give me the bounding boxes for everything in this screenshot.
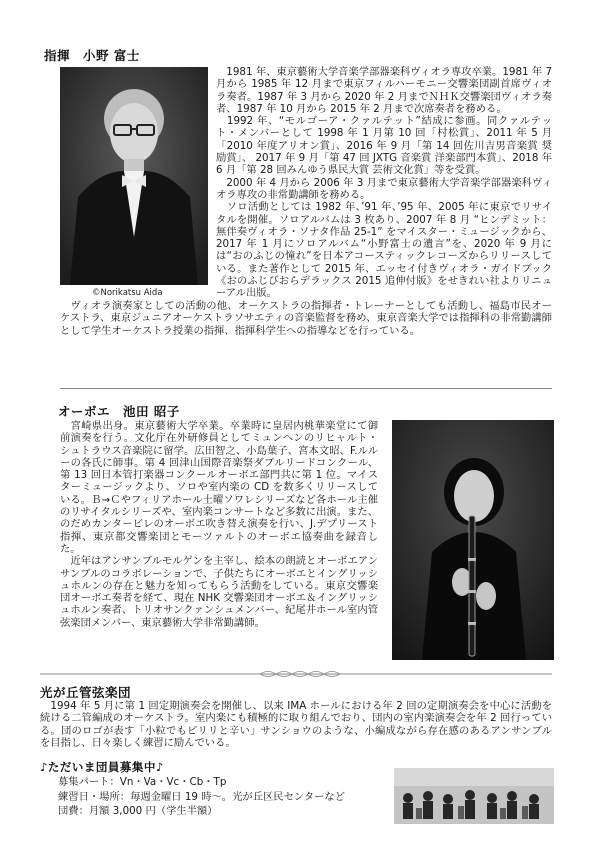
orchestra-paragraph: 1994 年 5 月に第 1 回定期演奏会を開催し、以来 IMA ホールにおける年 2 回の定期演奏会を中心に活動を続ける二管編成のオーケストラ。室内楽にも積極的に取り組んでおり、団内の室内楽演奏会を年 2 回行っている。団のロゴが表す「小粒でもピリリと辛い」サンショウのような、小編成ながら存在感のあるアンサンブルを目指し、日々楽しく練習に励んでいる。 xyxy=(40,700,552,749)
recruit-heading: ♪ただいま団員募集中♪ xyxy=(40,760,164,774)
ornamental-divider xyxy=(40,664,552,674)
section-divider xyxy=(60,388,552,389)
ornament-icon xyxy=(40,669,552,679)
conductor-heading: 指揮 小野 富士 xyxy=(44,48,140,63)
oboist-heading: オーボエ 池田 昭子 xyxy=(58,404,180,419)
recruit-parts: 募集パート：Vn・Va・Vc・Cb・Tp xyxy=(58,776,227,788)
oboist-bio-paragraph: 宮崎県出身。東京藝術大学卒業。卒業時に皇居内桃華楽堂にて御前演奏を行う。文化庁在外研修員としてミュンヘンのリヒャルト・シュトラウス音楽院に留学。広田智之、小島葉子、宮本文昭、F.ルルーの各氏に師事。第 4 回津山国際音楽祭ダブルリードコンクール、第 13 回日本管打楽器コンクールオーボエ部門共に第 1 位。マイスターミュージックより、ソロや室内楽の CD を数多くリリースしている。Ｂ→Ｃやフィリアホール土曜ソワレシリーズなど各ホール主催のリサイタルシリーズや、室内楽コンサートなど多数に出演。また、のだめカンタービレのオーボエ吹き替え演奏を行い、J.デプリースト指揮、東京都交響楽団とモーツァルトのオーボエ協奏曲を録音した。 xyxy=(60,420,378,555)
conductor-portrait-image xyxy=(60,67,208,285)
recruit-fee: 団費：月額 3,000 円（学生半額） xyxy=(58,805,218,817)
conductor-bio-paragraph: 2000 年 4 月から 2006 年 3 月まで東京藝術大学音楽学部器楽科ヴィオラ専攻の非常勤講師を務める。 xyxy=(216,176,552,201)
oboist-portrait-image xyxy=(392,420,554,660)
orchestra-group-image xyxy=(394,768,554,824)
oboist-photo xyxy=(392,420,554,660)
conductor-bio-paragraph: 1981 年、東京藝術大学音楽学部器楽科ヴィオラ専攻卒業。1981 年 7 月から 1985 年 12 月まで東京フィルハーモニー交響楽団副首席ヴィオラ奏者。1987 年 3 月から 2020 年 2 月までＮＨＫ交響楽団ヴィオラ奏者、1987 年 10 月から 2015 年 2 月まで次席奏者を務める。 xyxy=(216,66,552,115)
photo-credit: ©Norikatsu Aida xyxy=(92,288,163,298)
oboist-bio-paragraph: 近年はアンサンブルモルゲンを主宰し、絵本の朗読とオーボエアンサンブルのコラボレーションで、子供たちにオーボエとイングリッシュホルンの存在と魅力を知ってもらう活動をしている。東京交響楽団オーボエ奏者を経て、現在 NHK 交響楽団オーボエ＆イングリッシュホルン奏者、トリオサンクァンシュメンバー、紀尾井ホール室内管弦楽団メンバー、東京藝術大学非常勤講師。 xyxy=(60,555,378,629)
orchestra-heading: 光が丘管弦楽団 xyxy=(40,685,132,700)
conductor-bio-paragraph: ヴィオラ演奏家としての活動の他、オーケストラの指揮者・トレーナーとしても活動し、福島市民オーケストラ、東京ジュニアオーケストラソサエティの音楽監督を務め、東京音楽大学では指揮科の非常勤講師として学生オーケストラ授業の指揮、指揮科学生への指導などを行っている。 xyxy=(60,300,552,337)
oboist-bio xyxy=(60,420,378,629)
conductor-bio-paragraph: 1992 年、“モルゴーア・クァルテット”結成に参画。同クァルテット・メンバーとして 1998 年 1 月第 10 回「村松賞」、2011 年 5 月「2010 年度アリオン賞」、2016 年 9 月「第 14 回佐川吉男音楽賞 奨励賞」、 2017 年 9 月「第 47 回 JXTG 音楽賞 洋楽部門本賞」、2018 年 6 月「第 28 回みんゆう県民大賞 芸術文化賞」等を受賞。 xyxy=(216,115,552,177)
orchestra-photo xyxy=(394,768,554,824)
conductor-photo xyxy=(60,67,208,285)
conductor-bio-paragraph: ソロ活動としては 1982 年、’91 年、’95 年、2005 年に東京でリサイタルを開催。ソロアルバムは 3 枚あり、2007 年 8 月 “ヒンデミット：無伴奏ヴィオラ・ソナタ作品 25-1” をマイスター・ミュージックから、2017 年 1 月にソロアルバム“小野富士の遺言”を、2020 年 9 月には“おのふじの憧れ”を日本アコースティックレコーズからリリースしている。また著作として 2015 年、エッセイ付きヴィオラ・ガイドブック《おのふじびおらデラックス 2015 追伸付版》をせきれい社よりリニューアル出版。 xyxy=(216,201,552,300)
recruit-details xyxy=(58,775,378,819)
conductor-bio-top xyxy=(216,66,552,300)
recruit-practice: 練習日・場所：毎週金曜日 19 時〜。光が丘区民センターなど xyxy=(58,790,345,803)
conductor-bio-bottom xyxy=(60,300,552,337)
orchestra-description xyxy=(40,700,552,749)
